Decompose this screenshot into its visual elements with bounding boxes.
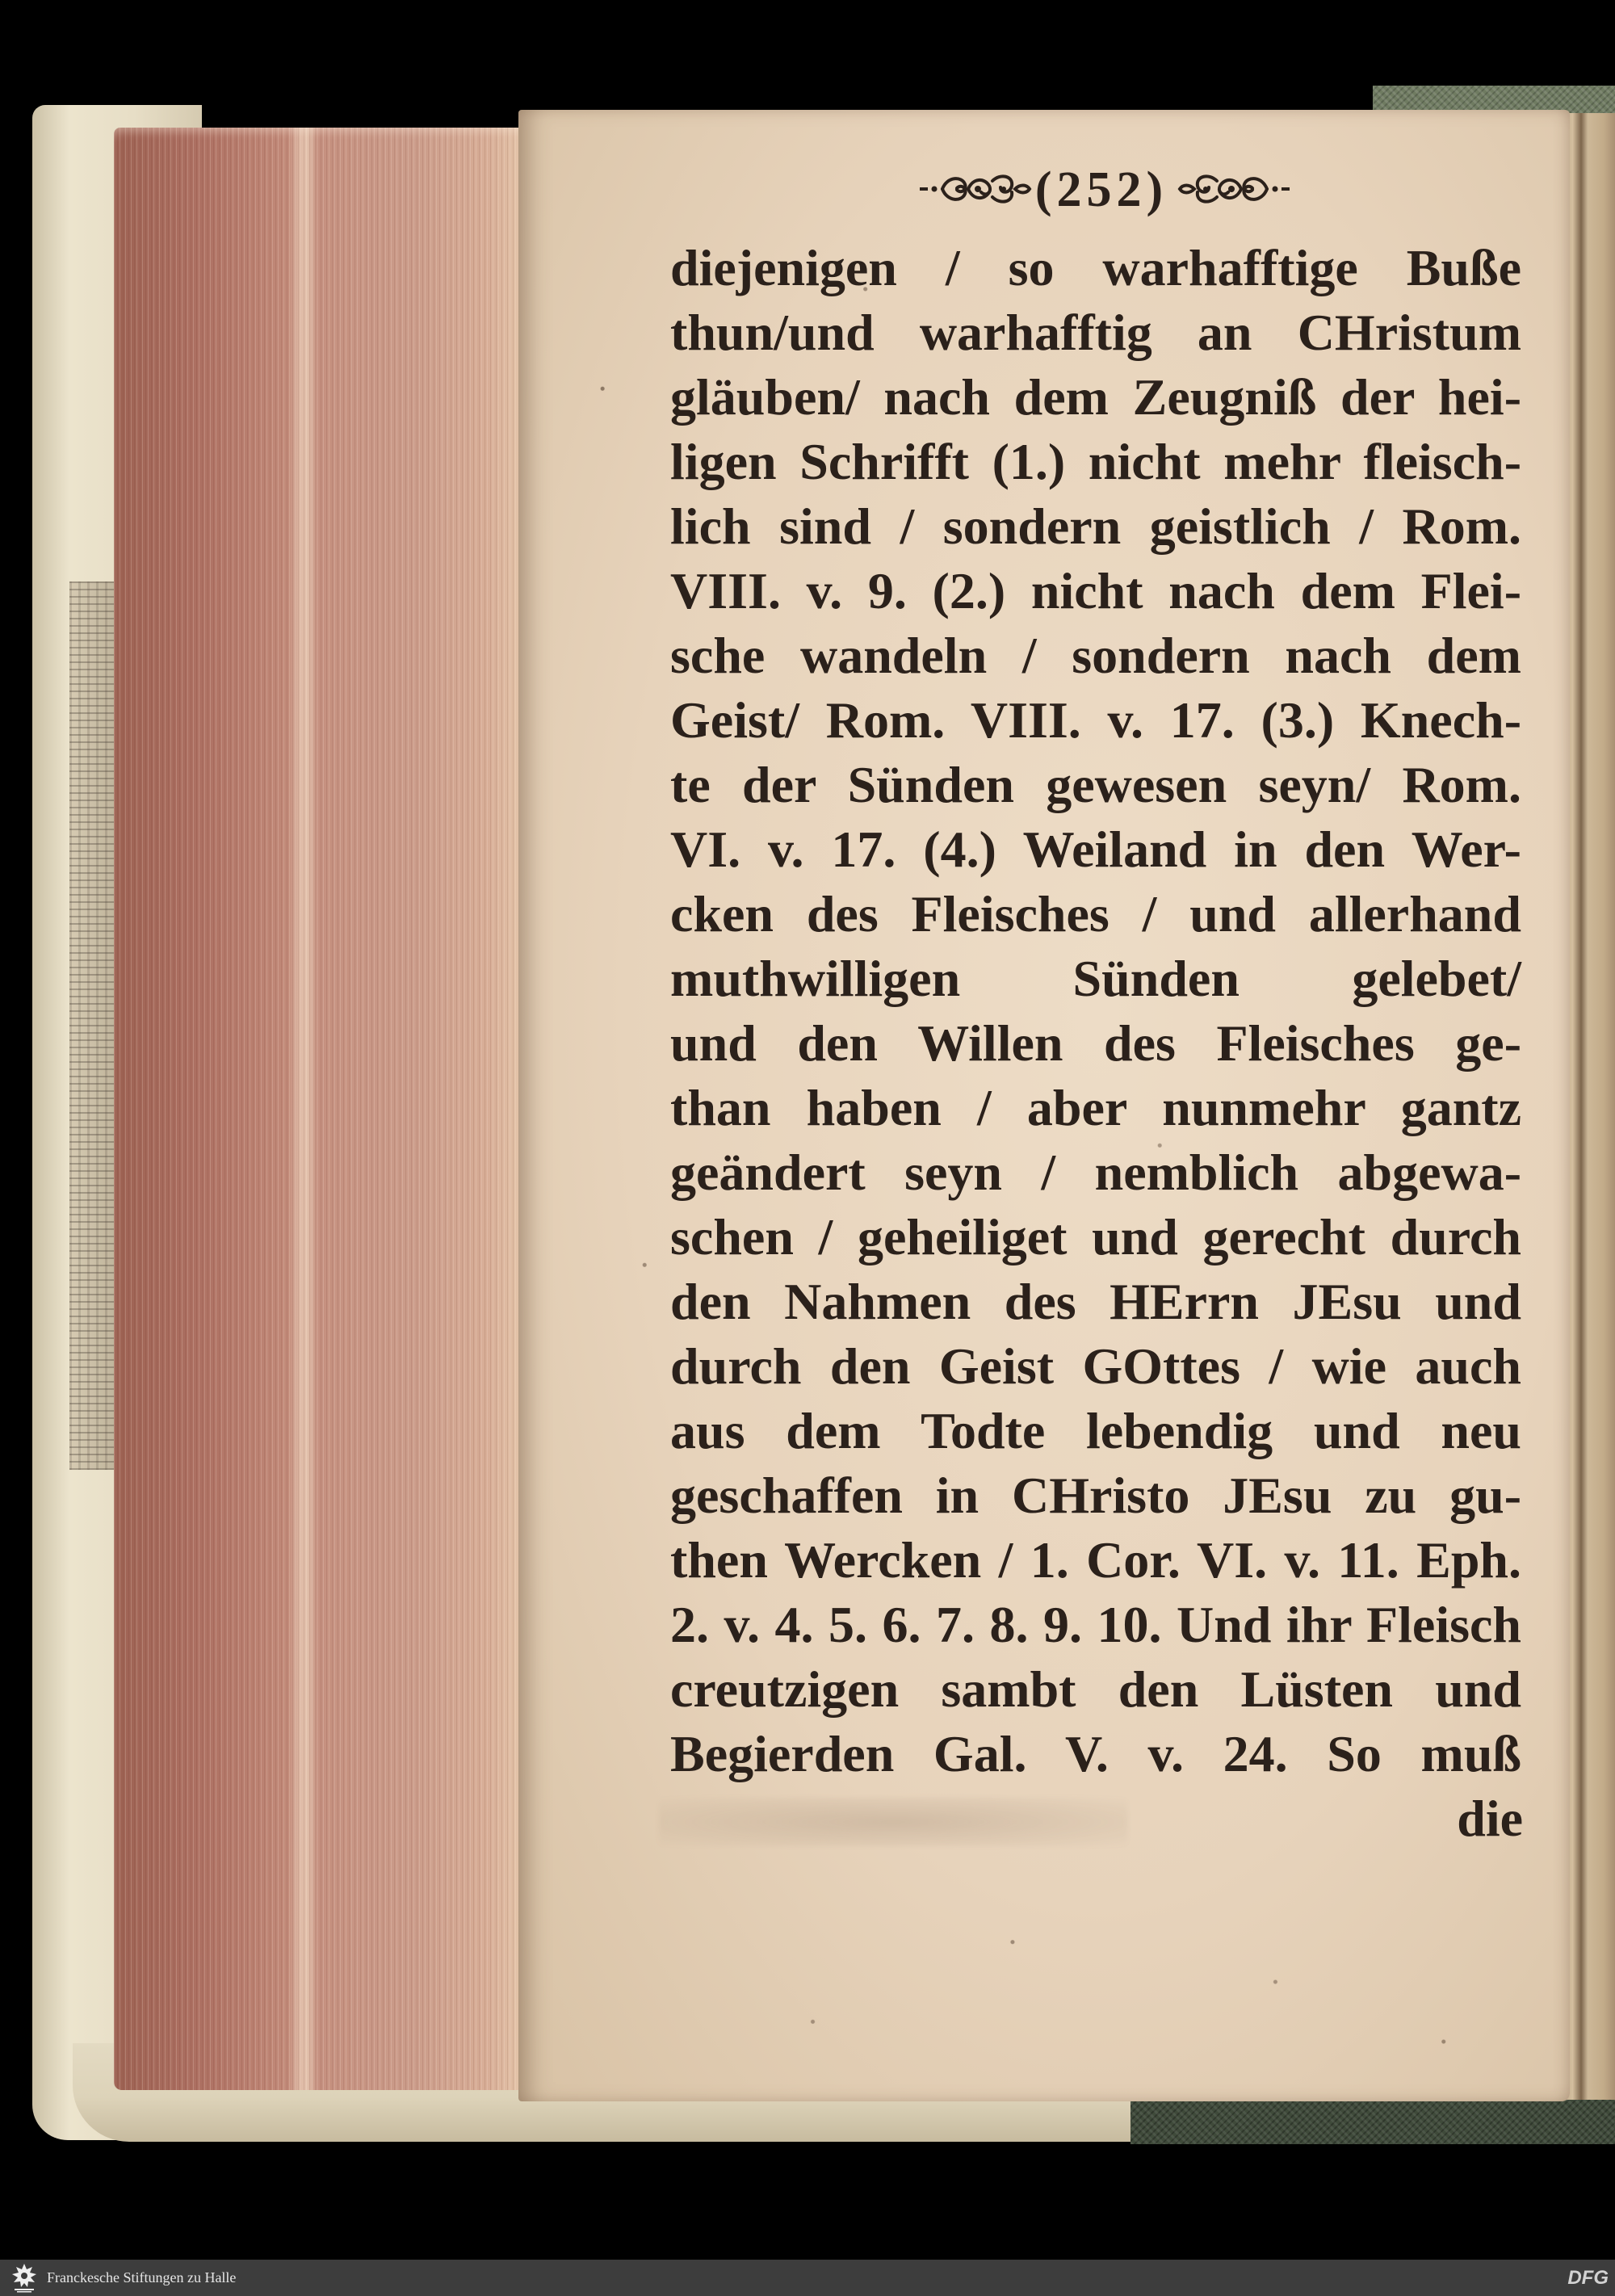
text-line: then Wercken / 1. Cor. VI. v. 11. Eph. — [670, 1531, 1521, 1589]
institution-credit: Franckesche Stiftungen zu Halle — [47, 2269, 237, 2286]
book-page — [518, 110, 1570, 2101]
text-line: thun/und warhafftig an CHristum — [670, 304, 1521, 361]
text-line: than haben / aber nunmehr gantz — [670, 1079, 1521, 1136]
text-line: geschaffen in CHristo JEsu zu gu- — [670, 1467, 1521, 1524]
footer-bar — [0, 2260, 1615, 2296]
text-line: sche wandeln / sondern nach dem — [670, 627, 1521, 684]
text-line: 2. v. 4. 5. 6. 7. 8. 9. 10. Und ihr Fleisch — [670, 1596, 1521, 1653]
page-block-fore-edge — [114, 128, 530, 2090]
frontispiece-edge — [69, 581, 116, 1470]
text-line: schen / geheiliget und gerecht durch — [670, 1208, 1521, 1266]
catchword: die — [1457, 1790, 1523, 1847]
text-line: cken des Fleisches / und allerhand — [670, 885, 1521, 942]
text-line: Begierden Gal. V. v. 24. So muß — [670, 1725, 1521, 1782]
text-block — [670, 236, 1523, 1851]
foundation-crest-icon — [10, 2262, 39, 2294]
text-line: den Nahmen des HErrn JEsu und — [670, 1273, 1521, 1330]
text-line: gläuben/ nach dem Zeugniß der hei- — [670, 368, 1521, 426]
text-line: creutzigen sambt den Lüsten und — [670, 1660, 1521, 1718]
text-line: Geist/ Rom. VIII. v. 17. (3.) Knech- — [670, 691, 1521, 749]
text-line: VI. v. 17. (4.) Weiland in den Wer- — [670, 821, 1521, 878]
text-line: geändert seyn / nemblich abgewa- — [670, 1144, 1521, 1201]
text-line: muthwilligen Sünden gelebet/ — [670, 950, 1521, 1007]
dfg-logo-text: DFG — [1567, 2267, 1609, 2289]
page-number: (252) — [1034, 162, 1168, 217]
text-line: ligen Schrifft (1.) nicht mehr fleisch- — [670, 433, 1521, 490]
ornament-right-icon — [1177, 170, 1290, 208]
text-line: durch den Geist GOttes / wie auch — [670, 1337, 1521, 1395]
ornament-left-icon — [920, 170, 1033, 208]
text-line: VIII. v. 9. (2.) nicht nach dem Flei- — [670, 562, 1521, 619]
text-line: diejenigen / so warhafftige Buße — [670, 239, 1521, 296]
text-line: und den Willen des Fleisches ge- — [670, 1014, 1521, 1072]
text-line: lich sind / sondern geistlich / Rom. — [670, 497, 1521, 555]
text-line: aus dem Todte lebendig und neu — [670, 1402, 1521, 1459]
text-line: te der Sünden gewesen seyn/ Rom. — [670, 756, 1521, 813]
